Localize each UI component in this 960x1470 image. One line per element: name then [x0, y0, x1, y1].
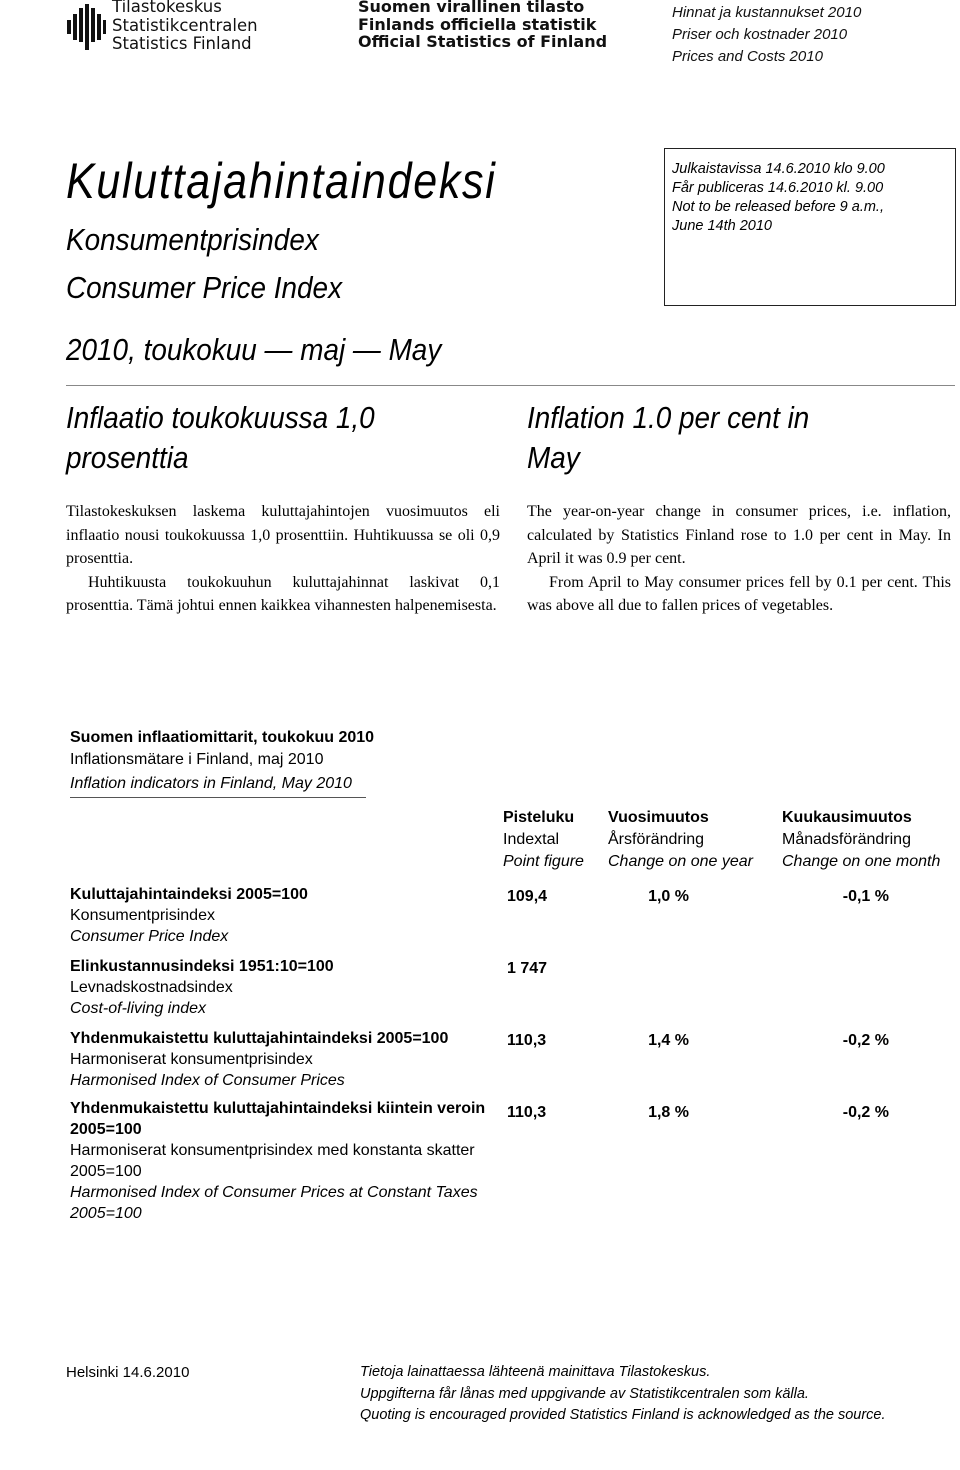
topic-line-sv: Priser och kostnader 2010: [672, 26, 848, 43]
cell-point-figure: 110,3: [507, 1104, 547, 1121]
series-name-sv: Finlands officiella statistik: [358, 14, 597, 34]
headline-en: [527, 398, 905, 478]
column-header-point-sv: Indextal: [503, 831, 560, 848]
org-name-sv: Statistikcentralen: [112, 15, 258, 35]
cell-point-figure: 109,4: [507, 888, 548, 905]
summary-fi-paragraph-2: Huhtikuusta toukokuuhun kuluttajahinnat laskivat 0,1 prosenttia. Tämä johtui ennen kaikkea vihannesten halpenemisesta.: [66, 573, 500, 614]
table-title-rule: [70, 797, 366, 798]
cell-point-figure: 1 747: [507, 960, 548, 977]
citation-note-fi: Tietoja lainattaessa lähteenä mainittava Tilastokeskus.: [360, 1364, 711, 1380]
cell-year-change: 1,0 %: [648, 888, 689, 905]
column-header-year-fi: Vuosimuutos: [608, 809, 709, 826]
official-statistics-name: [358, 0, 607, 51]
title-period: 2010, toukokuu — maj — May: [66, 332, 442, 367]
page-title: Kuluttajahintaindeksi: [66, 153, 497, 209]
release-line-fi: Julkaistavissa 14.6.2010 klo 9.00: [672, 161, 885, 177]
series-name-fi: Suomen virallinen tilasto: [358, 0, 585, 16]
row-label-sv: Levnadskostnadsindex: [70, 979, 233, 996]
summary-fi: [66, 500, 500, 618]
row-label-fi: Yhdenmukaistettu kuluttajahintaindeksi kiintein veroin 2005=100: [70, 1100, 486, 1138]
column-header-month-fi: Kuukausimuutos: [782, 809, 912, 826]
row-label-en: Cost-of-living index: [70, 1000, 207, 1017]
row-label-fi: Yhdenmukaistettu kuluttajahintaindeksi 2005=100: [70, 1030, 449, 1047]
row-label-fi: Kuluttajahintaindeksi 2005=100: [70, 886, 308, 903]
table-title: Suomen inflaatiomittarit, toukokuu 2010: [70, 729, 375, 746]
topic-header: [672, 2, 861, 68]
citation-note-sv: Uppgifterna får lånas med uppgivande av Statistikcentralen som källa.: [360, 1385, 809, 1402]
cell-month-change: -0,2 %: [842, 1032, 889, 1049]
row-label-en: Harmonised Index of Consumer Prices at Constant Taxes 2005=100: [70, 1184, 478, 1222]
column-header-month: [782, 807, 940, 873]
summary-fi-paragraph-1: Tilastokeskuksen laskema kuluttajahintojen vuosimuutos eli inflaatio nousi toukokuussa 1,0 prosenttiin. Huhtikuussa se oli 0,9 prosenttia.: [66, 503, 500, 567]
citation-notes: [360, 1362, 886, 1427]
row-label-sv: Harmoniserat konsumentprisindex med konstanta skatter 2005=100: [70, 1142, 475, 1180]
topic-line-en: Prices and Costs 2010: [672, 48, 823, 65]
cell-month-change: -0,2 %: [842, 1104, 889, 1121]
column-header-month-sv: Månadsförändring: [782, 831, 911, 848]
column-header-year-sv: Årsförändring: [608, 831, 705, 848]
headline-fi: [66, 398, 426, 478]
title-en: Consumer Price Index: [66, 270, 343, 305]
organization-name: [112, 0, 258, 54]
headline-en-line-2: May: [527, 440, 580, 475]
table-row-label: [70, 956, 500, 1019]
release-line-date: June 14th 2010: [672, 218, 772, 234]
cell-month-change: -0,1 %: [842, 888, 889, 905]
release-line-sv: Får publiceras 14.6.2010 kl. 9.00: [672, 180, 884, 196]
release-info: [672, 160, 885, 236]
statistics-finland-logo-icon: [66, 4, 106, 50]
release-line-en: Not to be released before 9 a.m.,: [672, 199, 884, 215]
row-label-fi: Elinkustannusindeksi 1951:10=100: [70, 958, 334, 975]
row-label-en: Consumer Price Index: [70, 928, 229, 945]
series-name-en: Official Statistics of Finland: [358, 32, 608, 51]
table-row-label: [70, 1028, 500, 1091]
title-sv: Konsumentprisindex: [66, 222, 319, 257]
column-header-point-fi: Pisteluku: [503, 809, 575, 826]
headline-fi-line-2: prosenttia: [66, 440, 189, 475]
column-header-point-en: Point figure: [503, 853, 584, 870]
column-header-month-en: Change on one month: [782, 853, 941, 870]
table-row-label: [70, 1098, 500, 1224]
row-label-en: Harmonised Index of Consumer Prices: [70, 1072, 345, 1089]
headline-en-line-1: Inflation 1.0 per cent in: [527, 400, 810, 435]
row-label-sv: Konsumentprisindex: [70, 907, 215, 924]
org-name-en: Statistics Finland: [112, 34, 252, 53]
cell-point-figure: 110,3: [507, 1032, 547, 1049]
place-and-date: Helsinki 14.6.2010: [66, 1364, 190, 1381]
section-divider: [66, 385, 955, 386]
row-label-sv: Harmoniserat konsumentprisindex: [70, 1051, 313, 1068]
citation-note-en: Quoting is encouraged provided Statistics Finland is acknowledged as the source.: [360, 1407, 886, 1423]
column-header-year-en: Change on one year: [608, 853, 753, 870]
column-header-point: [503, 807, 584, 873]
column-header-year: [608, 807, 753, 873]
headline-fi-line-1: Inflaatio toukokuussa 1,0: [66, 400, 375, 435]
summary-en-paragraph-1: The year-on-year change in consumer prices, i.e. inflation, calculated by Statistics Finland rose to 1.0 per cent in May. In April it was 0.9 per cent.: [527, 503, 951, 567]
cell-year-change: 1,8 %: [648, 1104, 689, 1121]
summary-en: [527, 500, 951, 618]
topic-line-fi: Hinnat ja kustannukset 2010: [672, 4, 862, 21]
org-name-fi: Tilastokeskus: [112, 0, 222, 16]
cell-year-change: 1,4 %: [648, 1032, 689, 1049]
table-row-label: [70, 884, 500, 947]
table-title-en: Inflation indicators in Finland, May 2010: [70, 775, 352, 792]
summary-en-paragraph-2: From April to May consumer prices fell by 0.1 per cent. This was above all due to fallen prices of vegetables.: [527, 573, 951, 614]
table-title-sv: Inflationsmätare i Finland, maj 2010: [70, 751, 324, 768]
